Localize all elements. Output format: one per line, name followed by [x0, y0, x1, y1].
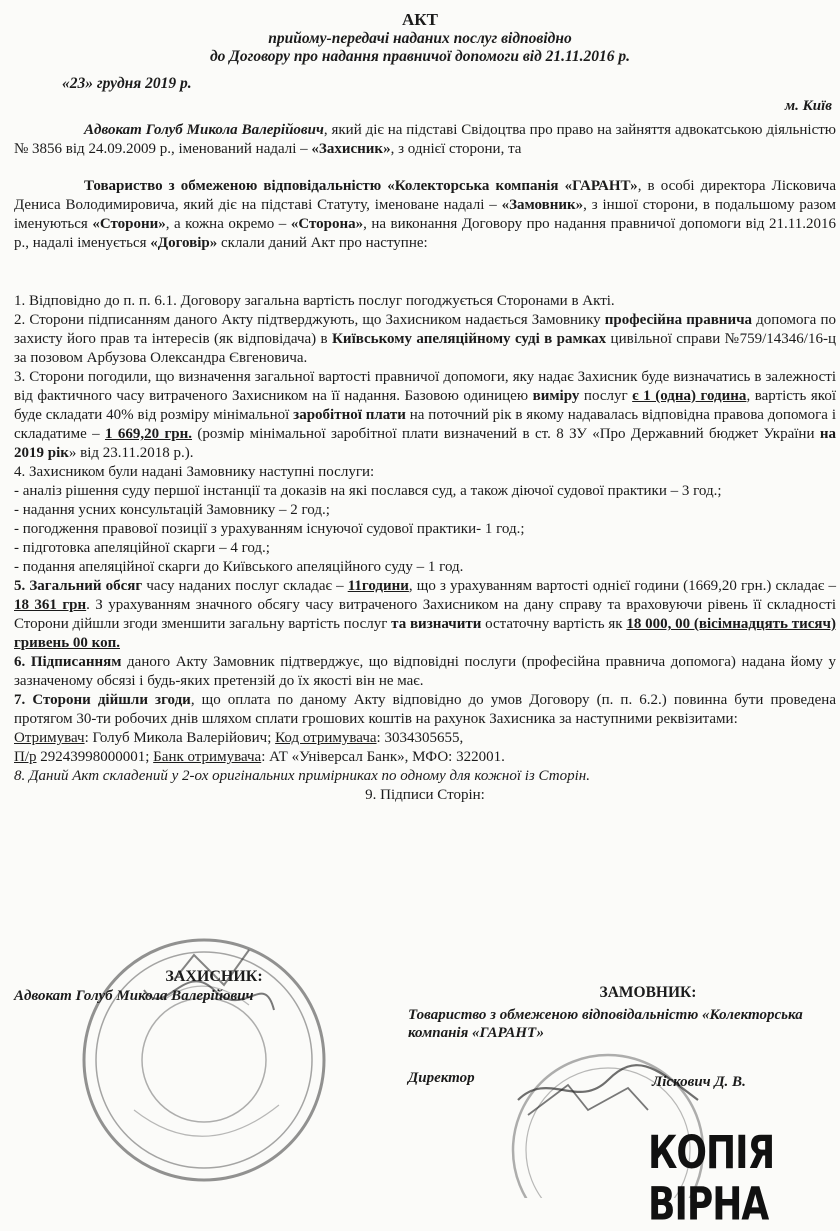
- client-signature-company: Товариство з обмеженою відповідальністю «Колекторська компанія «ГАРАНТ»: [408, 1007, 803, 1041]
- document-subtitle: прийому-передачі наданих послуг відповідно: [268, 30, 572, 47]
- lawyer-name: Адвокат Голуб Микола Валерійович: [84, 122, 324, 138]
- item-1: 1. Відповідно до п. п. 6.1. Договору загальна вартість послуг погоджується Сторонами в Акті.: [14, 293, 615, 309]
- service-5: - подання апеляційної скарги до Київського апеляційного суду – 1 год.: [14, 559, 464, 575]
- lawyer-signature-name: Адвокат Голуб Микола Валерійович: [14, 988, 254, 1004]
- intro-section: [14, 121, 836, 253]
- lawyer-signature-title: ЗАХИСНИК:: [165, 968, 263, 985]
- item-7: 7. Сторони дійшли згоди, що оплата по даному Акту відповідно до умов Договору (п. п. 6.2.) повинна бути проведена протягом 30-ти робочих днів шляхом сплати грошових коштів на рахунок Захисника за наступними реквізитами:: [14, 692, 836, 727]
- service-1: - аналіз рішення суду першої інстанції та доказів на які послався суд, а також діючої судової практики – 3 год.;: [14, 483, 722, 499]
- final-amount: 18 000, 00 (вісімнадцять тисяч) гривень 00 коп.: [14, 616, 836, 651]
- director-name: Ліскович Д. В.: [652, 1074, 746, 1090]
- item-6: 6. Підписанням даного Акту Замовник підтверджує, що відповідні послуги (професійна правнича допомога) надана йому у зазначеному обсязі і будь-яких претензій до їх якості він не має.: [14, 654, 836, 689]
- document-subtitle-contract: до Договору про надання правничої допомоги від 21.11.2016 р.: [209, 48, 631, 65]
- intro-paragraph-lawyer: Адвокат Голуб Микола Валерійович, який діє на підставі Свідоцтва про право на зайняття адвокатською діяльністю № 3856 від 24.09.2009 р., іменований надалі – «Захисник», з однієї сторони, та: [14, 122, 836, 157]
- item-2: 2. Сторони підписанням даного Акту підтверджують, що Захисником надається Замовнику професійна правнича допомога по захисту його прав та інтересів (як відповідача) в Київському апеляційному суді в рамках цивільної справи №759/14346/16-ц за позовом Арбузова Олександра Євгеновича.: [14, 312, 836, 366]
- intro-paragraph-company: Товариство з обмеженою відповідальністю «Колекторська компанія «ГАРАНТ», в особі директора Лісковича Дениса Володимировича, який діє на підставі Статуту, іменоване надалі – «Замовник», з іншої сторони, в подальшому разом іменуються «Сторони», а кожна окремо – «Сторона», на виконання Договору про надання правничої допомоги від 21.11.2016 р., надалі іменується «Договір» склали даний Акт про наступне:: [14, 178, 837, 251]
- document-title: АКТ: [402, 10, 438, 29]
- item-3: 3. Сторони погодили, що визначення загальної вартості правничої допомоги, яку надає Захисник буде визначатись в залежності від фактичного часу витраченого Захисником на її надання. Базовою одиницею виміру послуг є 1 (одна) година, вартість якої буде складати 40% від розміру мінімальної заробітної плати на поточний рік в якому надавалась відповідна правова допомога і складатиме – 1 669,20 грн. (розмір мінімальної заробітної плати визначений в ст. 8 ЗУ «Про Державний бюджет України на 2019 рік» від 23.11.2018 р.).: [14, 369, 836, 461]
- item-5: 5. Загальний обсяг часу наданих послуг складає – 11години, що з урахуванням вартості однієї години (1669,20 грн.) складає – 18 361 грн. З урахуванням значного обсягу часу витраченого Захисником на дану справу та враховуючи рівень її складності Сторони дійшли згоди зменшити загальну вартість послуг та визначити остаточну вартість як 18 000, 00 (вісімнадцять тисяч) гривень 00 коп.: [14, 578, 836, 651]
- document-date: «23» грудня 2019 р.: [62, 75, 192, 92]
- hourly-rate: 1 669,20 грн.: [104, 426, 193, 442]
- company-name: Товариство з обмеженою відповідальністю «Колекторська компанія «ГАРАНТ»: [84, 178, 638, 194]
- service-2: - надання усних консультацій Замовнику – 2 год.;: [14, 502, 330, 518]
- calculated-amount: 18 361 грн: [14, 597, 87, 613]
- service-4: - підготовка апеляційної скарги – 4 год.;: [14, 540, 270, 556]
- total-hours: 11години: [347, 578, 409, 594]
- item-4: 4. Захисником були надані Замовнику наступні послуги:: [14, 464, 375, 480]
- document-city: м. Київ: [784, 98, 832, 114]
- director-label: Директор: [408, 1070, 475, 1086]
- item-8: 8. Даний Акт складений у 2-ох оригінальних примірниках по одному для кожної із Сторін.: [14, 768, 590, 784]
- certified-copy-stamp: КОПІЯ ВІРНА: [648, 1128, 775, 1231]
- payment-account: П/р 29243998000001; Банк отримувача: АТ «Універсал Банк», МФО: 322001.: [14, 749, 505, 765]
- items-section: [14, 292, 836, 805]
- payment-recipient: Отримувач: Голуб Микола Валерійович; Код отримувача: 3034305655,: [14, 730, 464, 746]
- item-9: 9. Підписи Сторін:: [365, 787, 485, 803]
- service-3: - погодження правової позиції з урахуванням існуючої судової практики- 1 год.;: [14, 521, 525, 537]
- lawyer-signature-block: [14, 968, 354, 1005]
- client-signature-block: [408, 984, 828, 1042]
- client-signature-title: ЗАМОВНИК:: [599, 984, 697, 1001]
